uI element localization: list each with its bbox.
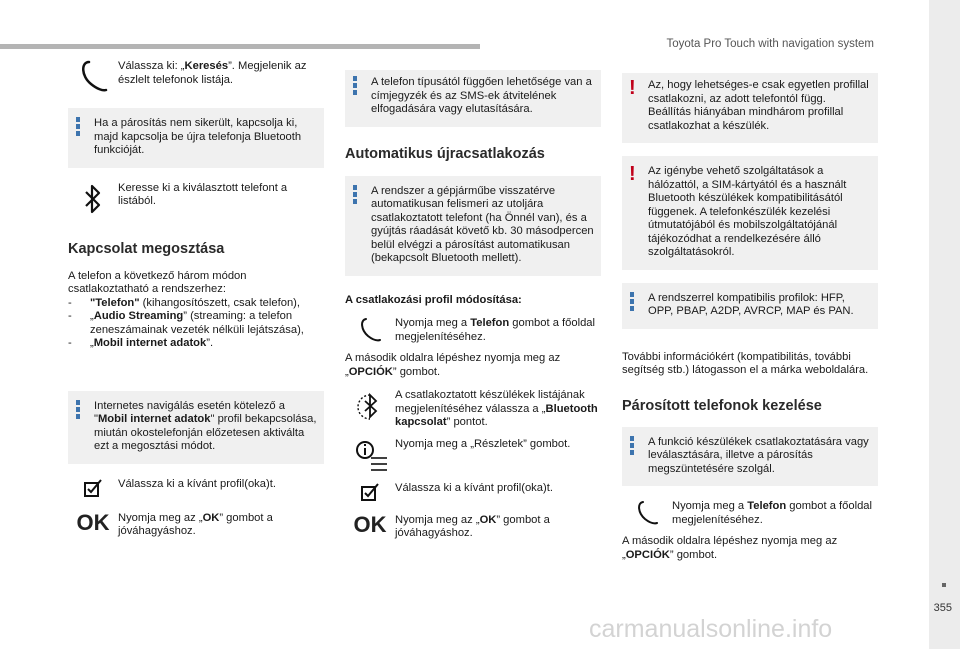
info-auto-text: A rendszer a gépjárműbe visszatérve automatikusan felismeri az utoljára csatlakoztatott telefont (ha Önnél van), és a gyújtás ráadását követő kb. 30 másodpercen belül elvégzi a párosítást automatikusan (bekapcsolt Bluetooth mellett).	[371, 184, 594, 264]
info-phone-type-text: A telefon típusától függően lehetősége van a címjegyzék és az SMS-ek átvitelének elfogadására vagy elutasítására.	[371, 76, 592, 115]
column-1	[68, 60, 324, 547]
phone-step-text: Nyomja meg a Telefon gombot a főoldal megjelenítéséhez.	[395, 317, 596, 343]
info-phone-type-box	[345, 70, 601, 127]
info-internet-text: Internetes navigálás esetén kötelező a "Mobil internet adatok" profil bekapcsolása, miután okostelefonján előzetesen aktiválta ezt a megosztási módot.	[94, 399, 317, 452]
phone-step-text: Nyomja meg a Telefon gombot a főoldal megjelenítéséhez.	[672, 500, 873, 526]
list-item: - „Mobil internet adatok”.	[68, 337, 214, 349]
phone-step	[622, 500, 878, 527]
bluetooth-icon	[68, 182, 118, 216]
top-rule	[0, 44, 480, 49]
profile-change-subheading: A csatlakozási profil módosítása:	[345, 293, 522, 306]
ok-text: Nyomja meg az „OK” gombot a jóváhagyáshoz.	[395, 513, 550, 539]
section-heading-reconnect: Automatikus újracsatlakozás	[345, 145, 545, 162]
column-3	[622, 73, 878, 562]
column-2	[345, 70, 601, 549]
bt-select-step	[68, 182, 324, 216]
options-text: A második oldalra lépéshez nyomja meg az „OPCIÓK” gombot.	[622, 535, 838, 561]
info-icon	[351, 185, 363, 266]
info-manage-box	[622, 427, 878, 487]
warning-icon: !	[629, 77, 636, 99]
search-step	[68, 60, 324, 94]
checkbox-icon	[68, 478, 118, 498]
details-list-icon	[345, 438, 395, 474]
bt-connection-step	[345, 389, 601, 430]
info-manage-text: A funkció készülékek csatlakoztatására vagy leválasztására, illetve a párosítás megszüntetésére szolgál.	[648, 435, 869, 475]
warning-profile-text: Az, hogy lehetséges-e csak egyetlen profillal csatlakozni, az adott telefontól függ. Beállítás hiányában mindhárom profillal csatlakozhat a készülék.	[648, 79, 869, 132]
warning-profile-box	[622, 73, 878, 143]
profile-select-text: Válassza ki a kívánt profil(oka)t.	[395, 481, 553, 494]
info-profiles-text: A rendszerrel kompatibilis profilok: HFP, OPP, PBAP, A2DP, AVRCP, MAP és PAN.	[648, 291, 854, 317]
page-number: 355	[933, 602, 952, 614]
list-item: - „Audio Streaming” (streaming: a telefon zeneszámainak vezeték nélküli lejátszása),	[68, 310, 304, 336]
info-icon	[351, 76, 363, 117]
continue-marker	[942, 583, 946, 587]
more-info-text: További információkért (kompatibilitás, további segítség stb.) látogasson el a márka weboldalára.	[622, 350, 869, 376]
info-icon	[74, 400, 86, 454]
section-heading-sharing: Kapcsolat megosztása	[68, 240, 225, 257]
info-internet-box	[68, 391, 324, 464]
profile-select-text: Válassza ki a kívánt profil(oka)t.	[118, 477, 276, 490]
section-heading-manage: Párosított telefonok kezelése	[622, 397, 822, 414]
ok-step	[345, 511, 601, 541]
sharing-intro: A telefon a következő három módon csatlakoztatható a rendszerhez:	[68, 269, 247, 295]
checkbox-icon	[345, 482, 395, 502]
page-header: Toyota Pro Touch with navigation system	[666, 38, 874, 50]
sharing-list	[68, 297, 324, 351]
phone-handset-icon	[622, 500, 672, 526]
bt-select-text: Keresse ki a kiválasztott telefont a listából.	[118, 181, 288, 207]
info-icon	[74, 117, 86, 158]
bluetooth-connection-icon	[345, 389, 395, 423]
profile-select-step	[345, 482, 601, 502]
options-text: A második oldalra lépéshez nyomja meg az „OPCIÓK” gombot.	[345, 352, 561, 378]
phone-handset-icon	[345, 317, 395, 343]
info-profiles-box	[622, 283, 878, 329]
info-pairing-box	[68, 108, 324, 168]
ok-icon: OK	[353, 511, 387, 537]
side-tab	[929, 0, 960, 649]
ok-text: Nyomja meg az „OK” gombot a jóváhagyáshoz.	[118, 511, 273, 537]
profile-select-step	[68, 478, 324, 498]
details-step	[345, 438, 601, 474]
warning-services-box	[622, 156, 878, 270]
ok-icon: OK	[76, 509, 110, 535]
phone-handset-icon	[68, 60, 118, 94]
warning-services-text: Az igénybe vehető szolgáltatások a hálózattól, a SIM-kártyától és a használt Bluetooth készülékek kompatibilitásától függenek. A telefonkészülék kezelési útmutatójából és mobilszolgáltatójánál tájékozódhat a rendelkezésére álló szolgáltatásokról.	[648, 165, 847, 258]
info-icon	[628, 436, 640, 477]
info-pairing-text: Ha a párosítás nem sikerült, kapcsolja ki, majd kapcsolja be újra telefonja Bluetooth funkcióját.	[94, 117, 302, 156]
details-text: Nyomja meg a „Részletek” gombot.	[395, 437, 571, 450]
info-auto-box	[345, 176, 601, 276]
info-icon	[628, 292, 640, 319]
list-item: - "Telefon" (kihangosítószett, csak telefon),	[68, 296, 300, 309]
warning-icon: !	[629, 163, 636, 185]
watermark: carmanualsonline.info	[589, 615, 833, 643]
phone-step	[345, 317, 601, 344]
ok-step	[68, 509, 324, 539]
search-text: Válassza ki: „Keresés”. Megjelenik az észlelt telefonok listája.	[118, 60, 307, 86]
bt-connection-text: A csatlakoztatott készülékek listájának megjelenítéséhez válassza a „Bluetooth kapcsolat” pontot.	[395, 389, 598, 428]
